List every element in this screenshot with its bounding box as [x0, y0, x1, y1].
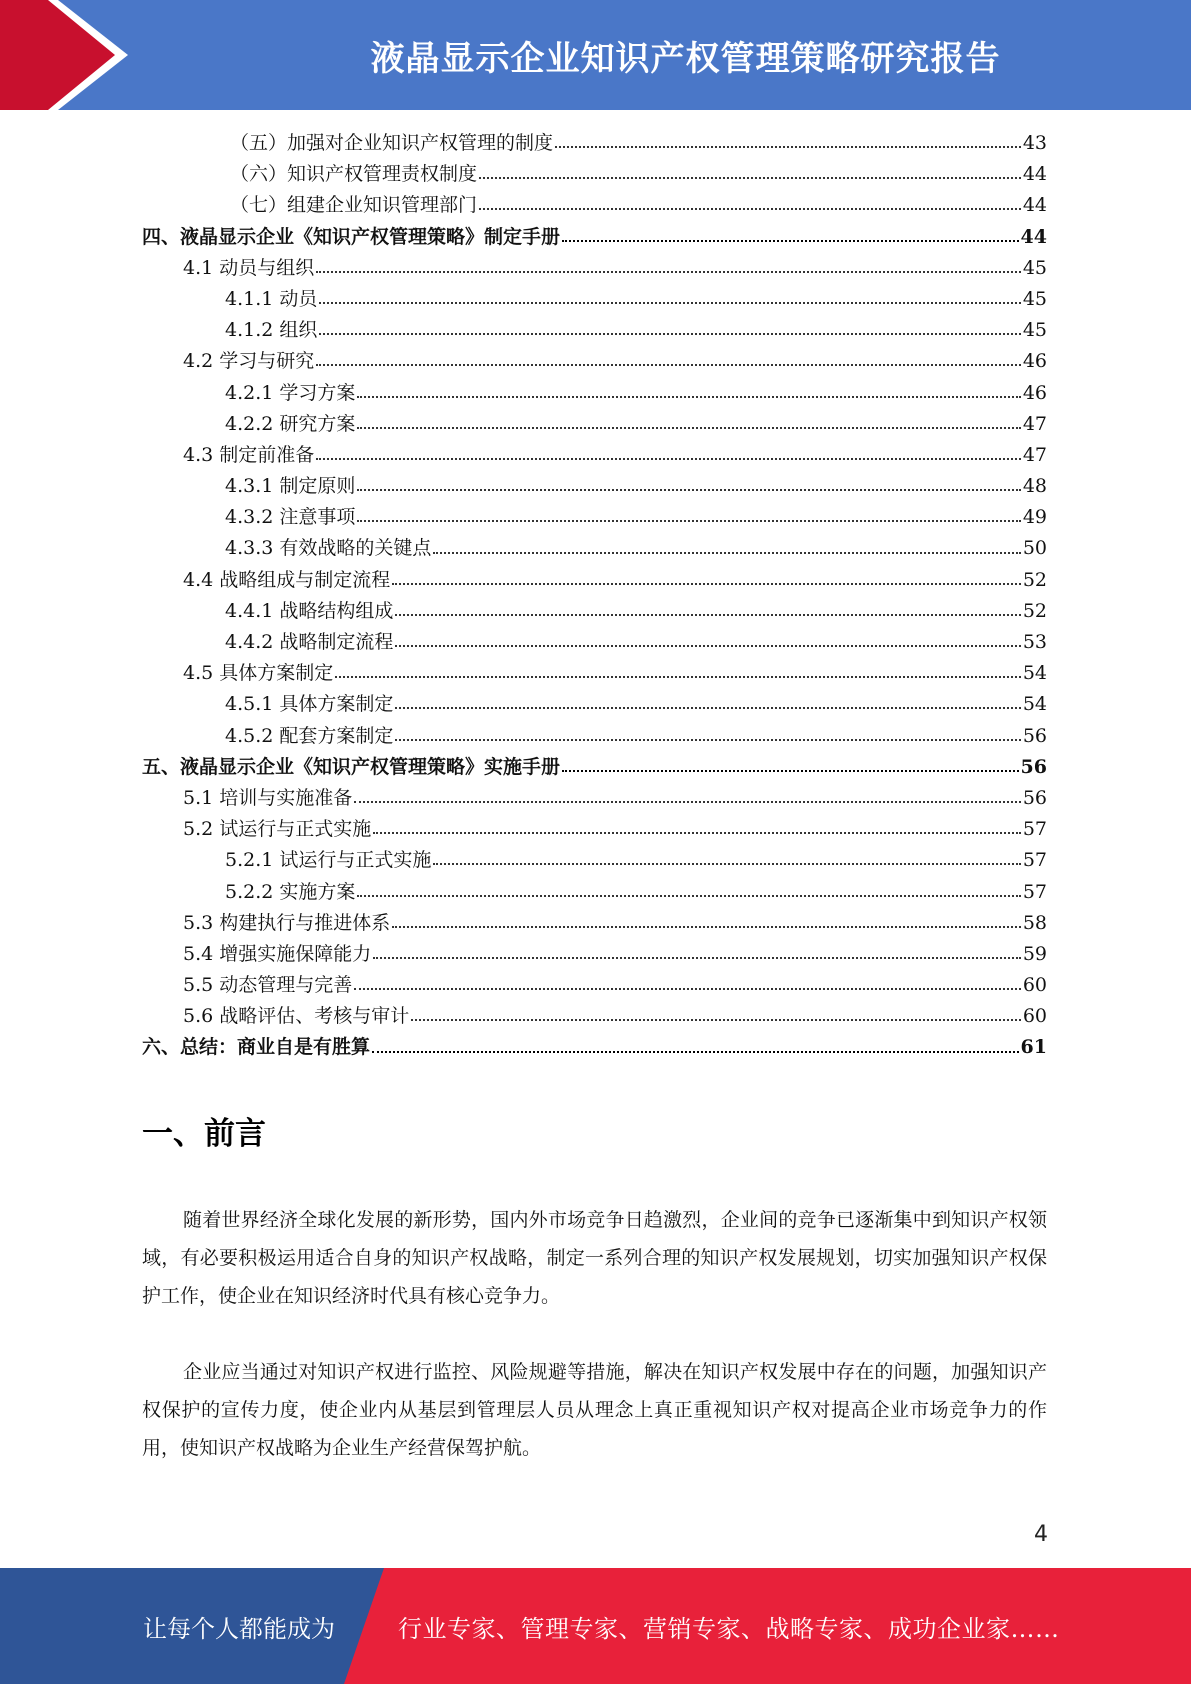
page-footer — [0, 1568, 1191, 1684]
toc-entry-page: 57 — [1022, 849, 1047, 872]
toc-entry-page: 56 — [1022, 786, 1047, 809]
toc-entry-label: 4.3.2 注意事项 — [225, 506, 356, 529]
toc-dot-leader — [562, 769, 1019, 772]
toc-entry-page: 56 — [1020, 755, 1047, 778]
toc-entry-label: 4.5.1 具体方案制定 — [225, 693, 394, 716]
toc-entry-label: （六）知识产权管理责权制度 — [230, 163, 478, 186]
toc-dot-leader — [411, 1018, 1021, 1021]
toc-entry[interactable] — [142, 346, 1047, 377]
toc-entry[interactable] — [142, 222, 1047, 253]
toc-dot-leader — [316, 457, 1021, 460]
toc-entry-page: 46 — [1022, 350, 1047, 373]
toc-dot-leader — [479, 176, 1021, 179]
toc-dot-leader — [357, 395, 1020, 398]
toc-dot-leader — [433, 862, 1020, 865]
body-paragraph: 企业应当通过对知识产权进行监控、风险规避等措施，解决在知识产权发展中存在的问题，加强知识产权保护的宣传力度，使企业内从基层到管理层人员从理念上真正重视知识产权对提高企业市场竞争力的作用，使知识产权战略为企业生产经营保驾护航。 — [142, 1361, 1047, 1459]
toc-dot-leader — [316, 270, 1021, 273]
toc-entry[interactable] — [142, 533, 1047, 564]
section-heading: 一、前言 — [142, 1116, 266, 1152]
toc-entry-label: 4.1.1 动员 — [225, 287, 318, 310]
toc-entry-page: 47 — [1022, 443, 1047, 466]
toc-entry[interactable] — [142, 721, 1047, 752]
toc-entry-label: 4.5 具体方案制定 — [183, 662, 334, 685]
toc-dot-leader — [354, 800, 1021, 803]
toc-dot-leader — [479, 207, 1021, 210]
toc-entry-page: 45 — [1022, 256, 1047, 279]
toc-entry[interactable] — [142, 877, 1047, 908]
toc-dot-leader — [562, 239, 1019, 242]
toc-dot-leader — [392, 582, 1021, 585]
toc-entry-label: 5.6 战略评估、考核与审计 — [183, 1005, 410, 1028]
toc-entry-page: 57 — [1022, 818, 1047, 841]
toc-entry-label: 四、液晶显示企业《知识产权管理策略》制定手册 — [142, 225, 561, 248]
toc-entry[interactable] — [142, 596, 1047, 627]
toc-dot-leader — [395, 613, 1020, 616]
toc-entry[interactable] — [142, 1032, 1047, 1063]
toc-entry-label: 4.1 动员与组织 — [183, 256, 315, 279]
toc-entry[interactable] — [142, 315, 1047, 346]
toc-entry-label: 4.3 制定前准备 — [183, 443, 315, 466]
footer-slogan-right: 行业专家、管理专家、营销专家、战略专家、成功企业家…… — [398, 1614, 1060, 1643]
toc-entry-page: 60 — [1022, 974, 1047, 997]
toc-entry-label: 5.2.2 实施方案 — [225, 880, 356, 903]
toc-entry-page: 49 — [1022, 506, 1047, 529]
toc-entry[interactable] — [142, 908, 1047, 939]
toc-entry[interactable] — [142, 253, 1047, 284]
toc-dot-leader — [555, 145, 1021, 148]
toc-dot-leader — [357, 426, 1020, 429]
toc-entry-page: 45 — [1022, 287, 1047, 310]
toc-entry[interactable] — [142, 471, 1047, 502]
toc-dot-leader — [395, 644, 1020, 647]
toc-dot-leader — [373, 831, 1021, 834]
body-paragraph: 随着世界经济全球化发展的新形势，国内外市场竞争日趋激烈，企业间的竞争已逐渐集中到知识产权领域，有必要积极运用适合自身的知识产权战略，制定一系列合理的知识产权发展规划，切实加强知识产权保护工作，使企业在知识经济时代具有核心竞争力。 — [142, 1209, 1047, 1307]
toc-entry-page: 52 — [1022, 599, 1047, 622]
toc-entry[interactable] — [142, 128, 1047, 159]
toc-dot-leader — [372, 1050, 1019, 1053]
toc-entry[interactable] — [142, 440, 1047, 471]
toc-entry-page: 50 — [1022, 537, 1047, 560]
toc-entry-page: 58 — [1022, 911, 1047, 934]
toc-entry-page: 44 — [1022, 163, 1047, 186]
toc-entry-label: 5.1 培训与实施准备 — [183, 786, 353, 809]
toc-entry[interactable] — [142, 284, 1047, 315]
toc-entry-page: 60 — [1022, 1005, 1047, 1028]
toc-entry-label: 5.2 试运行与正式实施 — [183, 818, 372, 841]
toc-entry[interactable] — [142, 814, 1047, 845]
toc-entry-label: 4.3.3 有效战略的关键点 — [225, 537, 432, 560]
toc-entry[interactable] — [142, 658, 1047, 689]
toc-dot-leader — [357, 894, 1020, 897]
toc-entry-label: 4.4.1 战略结构组成 — [225, 599, 394, 622]
header-arrow-decoration — [0, 0, 140, 110]
table-of-contents — [142, 128, 1047, 1064]
toc-entry-page: 43 — [1022, 132, 1047, 154]
toc-entry-page: 53 — [1022, 631, 1047, 653]
toc-entry[interactable] — [142, 783, 1047, 814]
toc-entry-label: 五、液晶显示企业《知识产权管理策略》实施手册 — [142, 755, 561, 778]
toc-entry-page: 61 — [1020, 1036, 1047, 1059]
toc-entry-page: 57 — [1022, 880, 1047, 903]
toc-entry-label: 4.5.2 配套方案制定 — [225, 724, 394, 747]
report-title: 液晶显示企业知识产权管理策略研究报告 — [370, 38, 1001, 79]
toc-entry-page: 47 — [1022, 412, 1047, 435]
toc-entry[interactable] — [142, 627, 1047, 658]
toc-entry-page: 48 — [1022, 475, 1047, 498]
toc-entry-page: 54 — [1022, 662, 1047, 685]
toc-entry[interactable] — [142, 689, 1047, 720]
toc-entry[interactable] — [142, 939, 1047, 970]
toc-entry-label: （七）组建企业知识管理部门 — [230, 194, 478, 217]
toc-entry-page: 46 — [1022, 381, 1047, 404]
toc-entry[interactable] — [142, 190, 1047, 221]
toc-dot-leader — [354, 987, 1021, 990]
toc-entry[interactable] — [142, 378, 1047, 409]
toc-dot-leader — [392, 925, 1021, 928]
footer-slogan-left: 让每个人都能成为 — [143, 1614, 335, 1643]
toc-entry-label: 4.2.2 研究方案 — [225, 412, 356, 435]
toc-entry-label: 4.1.2 组织 — [225, 319, 318, 342]
toc-entry[interactable] — [142, 1001, 1047, 1032]
toc-dot-leader — [357, 519, 1020, 522]
toc-entry-label: 5.3 构建执行与推进体系 — [183, 911, 391, 934]
toc-entry-page: 52 — [1022, 568, 1047, 591]
toc-entry[interactable] — [142, 565, 1047, 596]
toc-entry-label: 5.5 动态管理与完善 — [183, 974, 353, 997]
toc-entry[interactable] — [142, 159, 1047, 190]
toc-entry-page: 44 — [1022, 194, 1047, 217]
toc-dot-leader — [395, 738, 1020, 741]
toc-dot-leader — [319, 332, 1020, 335]
toc-entry[interactable] — [142, 845, 1047, 876]
toc-entry-label: 5.2.1 试运行与正式实施 — [225, 849, 432, 872]
toc-dot-leader — [335, 675, 1021, 678]
toc-entry[interactable] — [142, 970, 1047, 1001]
toc-entry[interactable] — [142, 409, 1047, 440]
toc-entry-page: 44 — [1020, 225, 1047, 248]
page-number: 4 — [1034, 1522, 1048, 1547]
page-header — [0, 0, 1191, 110]
toc-entry-page: 59 — [1022, 942, 1047, 965]
toc-entry-page: 54 — [1022, 693, 1047, 716]
toc-dot-leader — [373, 956, 1021, 959]
toc-entry[interactable] — [142, 752, 1047, 783]
toc-dot-leader — [316, 363, 1021, 366]
toc-entry-label: 4.4 战略组成与制定流程 — [183, 568, 391, 591]
toc-entry[interactable] — [142, 502, 1047, 533]
toc-entry-label: 4.4.2 战略制定流程 — [225, 631, 394, 653]
toc-entry-label: 4.3.1 制定原则 — [225, 475, 356, 498]
toc-dot-leader — [433, 551, 1020, 554]
toc-entry-label: 六、总结：商业自是有胜算 — [142, 1036, 371, 1059]
toc-dot-leader — [319, 301, 1020, 304]
toc-dot-leader — [357, 488, 1020, 491]
toc-entry-label: 4.2 学习与研究 — [183, 350, 315, 373]
toc-entry-label: 4.2.1 学习方案 — [225, 381, 356, 404]
toc-entry-label: 5.4 增强实施保障能力 — [183, 942, 372, 965]
toc-entry-page: 56 — [1022, 724, 1047, 747]
toc-dot-leader — [395, 706, 1020, 709]
toc-entry-page: 45 — [1022, 319, 1047, 342]
toc-entry-label: （五）加强对企业知识产权管理的制度 — [230, 132, 554, 154]
